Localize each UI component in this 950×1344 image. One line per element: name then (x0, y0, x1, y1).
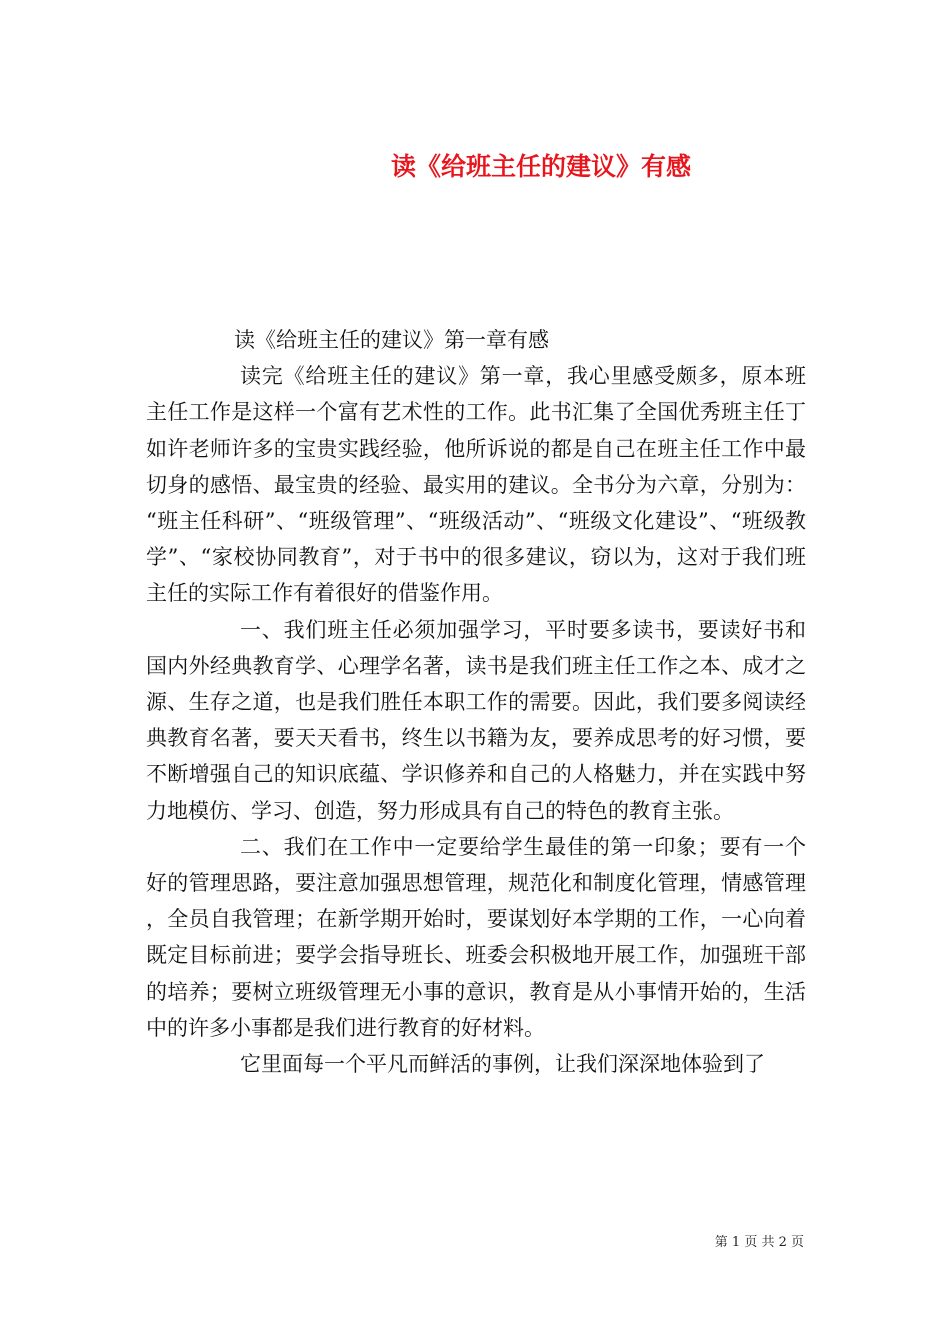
paragraph-continued: 它里面每一个平凡而鲜活的事例，让我们深深地体验到了 (240, 1052, 765, 1077)
document-body (146, 322, 806, 1082)
paragraph-point-one: 一、我们班主任必须加强学习，平时要多读书，要读好书和国内外经典教育学、心理学名著，读书是我们班主任工作之本、成才之源、生存之道，也是我们胜任本职工作的需要。因此，我们要多阅读经典教育名著，要天天看书，终生以书籍为友，要养成思考的好习惯，要不断增强自己的知识底蕴、学识修养和自己的人格魅力，并在实践中努力地模仿、学习、创造，努力形成具有自己的特色的教育主张。 (146, 617, 806, 823)
document-title: 读《给班主任的建议》有感 (390, 151, 691, 181)
section-subheading: 读《给班主任的建议》第一章有感 (234, 328, 549, 352)
page-number-footer: 第 1 页 共 2 页 (714, 1235, 804, 1250)
paragraph-point-two: 二、我们在工作中一定要给学生最佳的第一印象；要有一个好的管理思路，要注意加强思想管理，规范化和制度化管理，情感管理，全员自我管理；在新学期开始时，要谋划好本学期的工作，一心向着既定目标前进；要学会指导班长、班委会积极地开展工作，加强班干部的培养；要树立班级管理无小事的意识，教育是从小事情开始的，生活中的许多小事都是我们进行教育的好材料。 (146, 834, 806, 1040)
paragraph-intro: 读完《给班主任的建议》第一章，我心里感受颇多，原本班主任工作是这样一个富有艺术性的工作。此书汇集了全国优秀班主任丁如许老师许多的宝贵实践经验，他所诉说的都是自己在班主任工作中最切身的感悟、最宝贵的经验、最实用的建议。全书分为六章，分别为：“班主任科研”、“班级管理”、“班级活动”、“班级文化建设”、“班级教学”、“家校协同教育”，对于书中的很多建议，窃以为，这对于我们班主任的实际工作有着很好的借鉴作用。 (146, 364, 806, 606)
